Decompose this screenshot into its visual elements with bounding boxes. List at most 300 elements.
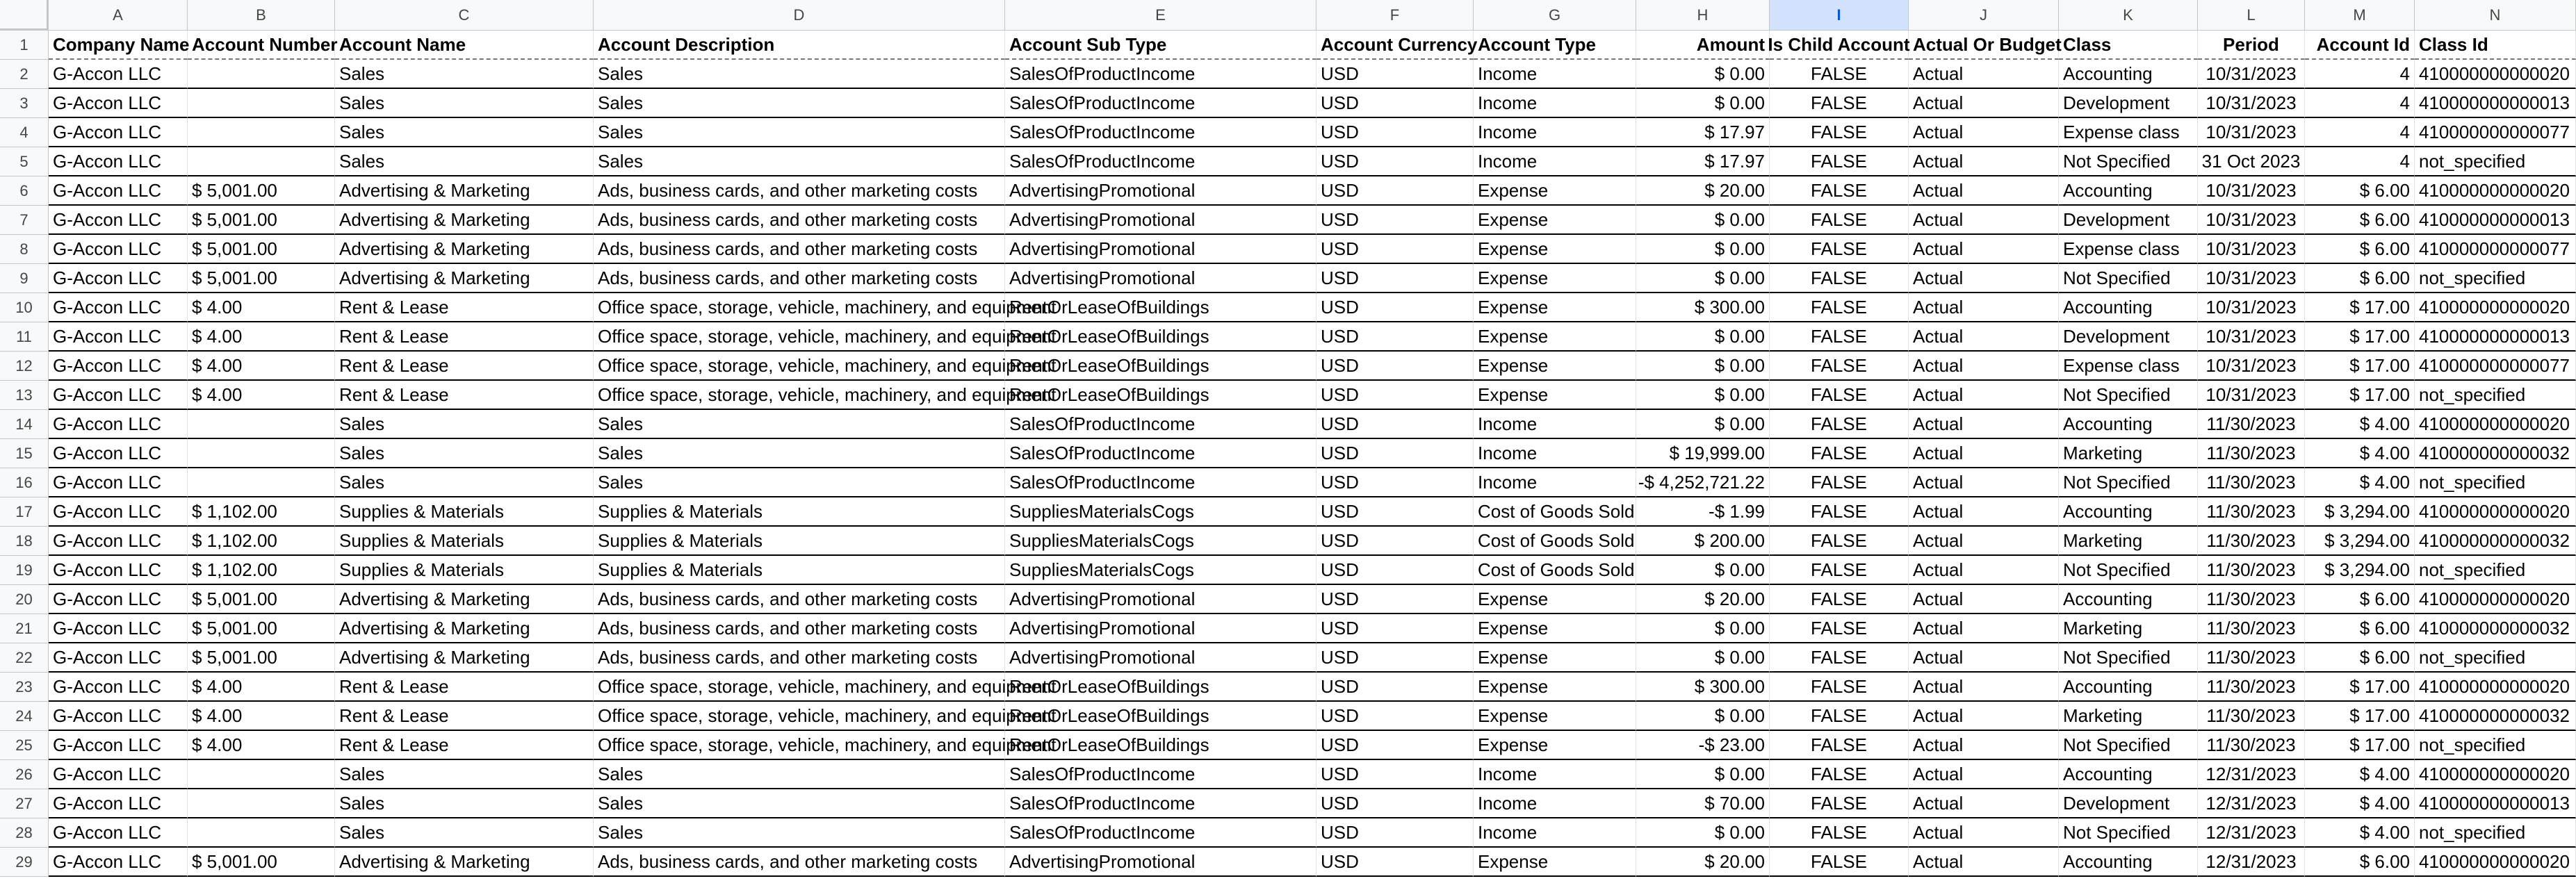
cell-class-id[interactable]: not_specified <box>2415 556 2576 585</box>
cell-account-currency[interactable]: USD <box>1316 264 1474 293</box>
cell-is-child-account[interactable]: FALSE <box>1770 352 1909 381</box>
cell-actual-or-budget[interactable]: Actual <box>1909 147 2059 176</box>
cell-company-name[interactable]: G-Accon LLC <box>49 381 188 410</box>
cell-period[interactable]: 11/30/2023 <box>2198 527 2305 556</box>
cell-period[interactable]: 10/31/2023 <box>2198 118 2305 147</box>
cell-account-type[interactable]: Expense <box>1474 673 1636 702</box>
cell-class[interactable]: Accounting <box>2059 410 2198 439</box>
cell-class[interactable]: Accounting <box>2059 176 2198 206</box>
cell-account-currency[interactable]: USD <box>1316 60 1474 89</box>
header-company-name[interactable]: Company Name <box>49 31 188 60</box>
cell-actual-or-budget[interactable]: Actual <box>1909 731 2059 760</box>
cell-amount[interactable]: $ 0.00 <box>1636 322 1770 352</box>
header-account-description[interactable]: Account Description <box>594 31 1005 60</box>
cell-period[interactable]: 12/31/2023 <box>2198 818 2305 848</box>
cell-class-id[interactable]: 410000000000020 <box>2415 497 2576 527</box>
cell-is-child-account[interactable]: FALSE <box>1770 89 1909 118</box>
column-header-a[interactable]: A <box>49 0 188 31</box>
cell-class[interactable]: Development <box>2059 206 2198 235</box>
cell-actual-or-budget[interactable]: Actual <box>1909 89 2059 118</box>
cell-is-child-account[interactable]: FALSE <box>1770 264 1909 293</box>
cell-account-description[interactable]: Ads, business cards, and other marketing costs <box>594 614 1005 643</box>
cell-class[interactable]: Accounting <box>2059 497 2198 527</box>
cell-class-id[interactable]: 410000000000020 <box>2415 293 2576 322</box>
cell-amount[interactable]: $ 0.00 <box>1636 818 1770 848</box>
cell-class-id[interactable]: 410000000000020 <box>2415 176 2576 206</box>
cell-account-id[interactable]: $ 3,294.00 <box>2305 556 2415 585</box>
cell-amount[interactable]: $ 0.00 <box>1636 352 1770 381</box>
cell-is-child-account[interactable]: FALSE <box>1770 643 1909 673</box>
cell-account-description[interactable]: Ads, business cards, and other marketing costs <box>594 206 1005 235</box>
cell-account-currency[interactable]: USD <box>1316 293 1474 322</box>
cell-amount[interactable]: -$ 4,252,721.22 <box>1636 468 1770 497</box>
row-header[interactable]: 4 <box>0 118 49 147</box>
row-header[interactable]: 18 <box>0 527 49 556</box>
cell-actual-or-budget[interactable]: Actual <box>1909 264 2059 293</box>
header-account-currency[interactable]: Account Currency <box>1316 31 1474 60</box>
cell-period[interactable]: 10/31/2023 <box>2198 322 2305 352</box>
cell-class[interactable]: Marketing <box>2059 702 2198 731</box>
cell-company-name[interactable]: G-Accon LLC <box>49 176 188 206</box>
cell-account-number[interactable]: $ 5,001.00 <box>188 643 335 673</box>
cell-company-name[interactable]: G-Accon LLC <box>49 235 188 264</box>
header-period[interactable]: Period <box>2198 31 2305 60</box>
cell-account-description[interactable]: Office space, storage, vehicle, machinery, and equipment <box>594 322 1005 352</box>
cell-account-name[interactable]: Advertising & Marketing <box>335 848 594 877</box>
row-header[interactable]: 15 <box>0 439 49 468</box>
cell-is-child-account[interactable]: FALSE <box>1770 468 1909 497</box>
cell-class-id[interactable]: 410000000000077 <box>2415 235 2576 264</box>
cell-period[interactable]: 10/31/2023 <box>2198 176 2305 206</box>
cell-account-id[interactable]: $ 4.00 <box>2305 789 2415 818</box>
cell-class[interactable]: Not Specified <box>2059 818 2198 848</box>
header-is-child-account[interactable]: Is Child Account <box>1770 31 1909 60</box>
cell-amount[interactable]: $ 0.00 <box>1636 264 1770 293</box>
cell-account-name[interactable]: Sales <box>335 439 594 468</box>
cell-amount[interactable]: $ 200.00 <box>1636 527 1770 556</box>
row-header[interactable]: 7 <box>0 206 49 235</box>
cell-amount[interactable]: $ 0.00 <box>1636 556 1770 585</box>
cell-class[interactable]: Not Specified <box>2059 731 2198 760</box>
cell-actual-or-budget[interactable]: Actual <box>1909 527 2059 556</box>
cell-account-id[interactable]: $ 17.00 <box>2305 381 2415 410</box>
cell-class[interactable]: Marketing <box>2059 527 2198 556</box>
cell-account-sub-type[interactable]: AdvertisingPromotional <box>1005 264 1316 293</box>
cell-company-name[interactable]: G-Accon LLC <box>49 293 188 322</box>
cell-class[interactable]: Expense class <box>2059 352 2198 381</box>
cell-amount[interactable]: -$ 1.99 <box>1636 497 1770 527</box>
cell-account-name[interactable]: Supplies & Materials <box>335 527 594 556</box>
cell-amount[interactable]: $ 0.00 <box>1636 614 1770 643</box>
cell-company-name[interactable]: G-Accon LLC <box>49 527 188 556</box>
cell-account-currency[interactable]: USD <box>1316 760 1474 789</box>
cell-account-description[interactable]: Office space, storage, vehicle, machinery, and equipment <box>594 702 1005 731</box>
cell-account-currency[interactable]: USD <box>1316 322 1474 352</box>
cell-account-description[interactable]: Sales <box>594 789 1005 818</box>
cell-class[interactable]: Accounting <box>2059 760 2198 789</box>
cell-class-id[interactable]: not_specified <box>2415 731 2576 760</box>
cell-account-number[interactable] <box>188 789 335 818</box>
cell-amount[interactable]: $ 0.00 <box>1636 60 1770 89</box>
cell-account-name[interactable]: Sales <box>335 789 594 818</box>
cell-account-currency[interactable]: USD <box>1316 497 1474 527</box>
cell-account-number[interactable]: $ 5,001.00 <box>188 264 335 293</box>
column-header-g[interactable]: G <box>1474 0 1636 31</box>
cell-account-sub-type[interactable]: AdvertisingPromotional <box>1005 643 1316 673</box>
row-header[interactable]: 10 <box>0 293 49 322</box>
cell-is-child-account[interactable]: FALSE <box>1770 381 1909 410</box>
cell-class[interactable]: Not Specified <box>2059 468 2198 497</box>
cell-company-name[interactable]: G-Accon LLC <box>49 60 188 89</box>
header-account-name[interactable]: Account Name <box>335 31 594 60</box>
cell-account-id[interactable]: $ 6.00 <box>2305 235 2415 264</box>
cell-company-name[interactable]: G-Accon LLC <box>49 585 188 614</box>
cell-account-sub-type[interactable]: RentOrLeaseOfBuildings <box>1005 352 1316 381</box>
cell-period[interactable]: 11/30/2023 <box>2198 556 2305 585</box>
cell-account-sub-type[interactable]: RentOrLeaseOfBuildings <box>1005 322 1316 352</box>
cell-class-id[interactable]: 410000000000032 <box>2415 527 2576 556</box>
cell-actual-or-budget[interactable]: Actual <box>1909 118 2059 147</box>
cell-account-currency[interactable]: USD <box>1316 643 1474 673</box>
cell-account-currency[interactable]: USD <box>1316 410 1474 439</box>
cell-actual-or-budget[interactable]: Actual <box>1909 614 2059 643</box>
select-all-corner[interactable] <box>0 0 49 31</box>
row-header[interactable]: 8 <box>0 235 49 264</box>
cell-account-number[interactable]: $ 4.00 <box>188 673 335 702</box>
cell-account-name[interactable]: Advertising & Marketing <box>335 264 594 293</box>
cell-actual-or-budget[interactable]: Actual <box>1909 60 2059 89</box>
cell-account-number[interactable] <box>188 89 335 118</box>
cell-account-description[interactable]: Office space, storage, vehicle, machinery, and equipment <box>594 293 1005 322</box>
cell-actual-or-budget[interactable]: Actual <box>1909 439 2059 468</box>
cell-is-child-account[interactable]: FALSE <box>1770 497 1909 527</box>
cell-account-name[interactable]: Sales <box>335 468 594 497</box>
cell-class[interactable]: Accounting <box>2059 673 2198 702</box>
cell-account-sub-type[interactable]: SalesOfProductIncome <box>1005 818 1316 848</box>
cell-account-number[interactable] <box>188 118 335 147</box>
cell-account-description[interactable]: Sales <box>594 818 1005 848</box>
cell-class-id[interactable]: not_specified <box>2415 643 2576 673</box>
cell-company-name[interactable]: G-Accon LLC <box>49 439 188 468</box>
cell-class[interactable]: Not Specified <box>2059 147 2198 176</box>
cell-account-description[interactable]: Ads, business cards, and other marketing costs <box>594 176 1005 206</box>
cell-is-child-account[interactable]: FALSE <box>1770 818 1909 848</box>
cell-period[interactable]: 10/31/2023 <box>2198 206 2305 235</box>
row-header[interactable]: 21 <box>0 614 49 643</box>
cell-period[interactable]: 10/31/2023 <box>2198 60 2305 89</box>
cell-account-type[interactable]: Expense <box>1474 206 1636 235</box>
cell-account-sub-type[interactable]: SalesOfProductIncome <box>1005 789 1316 818</box>
cell-account-number[interactable] <box>188 439 335 468</box>
cell-account-id[interactable]: $ 17.00 <box>2305 731 2415 760</box>
cell-account-number[interactable]: $ 4.00 <box>188 352 335 381</box>
cell-account-number[interactable]: $ 4.00 <box>188 293 335 322</box>
cell-class-id[interactable]: not_specified <box>2415 468 2576 497</box>
row-header[interactable]: 19 <box>0 556 49 585</box>
header-account-number[interactable]: Account Number <box>188 31 335 60</box>
cell-is-child-account[interactable]: FALSE <box>1770 439 1909 468</box>
cell-is-child-account[interactable]: FALSE <box>1770 848 1909 877</box>
cell-account-currency[interactable]: USD <box>1316 848 1474 877</box>
cell-account-sub-type[interactable]: AdvertisingPromotional <box>1005 585 1316 614</box>
cell-account-currency[interactable]: USD <box>1316 731 1474 760</box>
cell-account-type[interactable]: Income <box>1474 89 1636 118</box>
cell-amount[interactable]: $ 19,999.00 <box>1636 439 1770 468</box>
cell-actual-or-budget[interactable]: Actual <box>1909 322 2059 352</box>
header-account-sub-type[interactable]: Account Sub Type <box>1005 31 1316 60</box>
cell-account-sub-type[interactable]: SalesOfProductIncome <box>1005 439 1316 468</box>
cell-account-type[interactable]: Expense <box>1474 585 1636 614</box>
cell-company-name[interactable]: G-Accon LLC <box>49 643 188 673</box>
cell-is-child-account[interactable]: FALSE <box>1770 760 1909 789</box>
cell-account-description[interactable]: Sales <box>594 439 1005 468</box>
cell-actual-or-budget[interactable]: Actual <box>1909 760 2059 789</box>
cell-amount[interactable]: $ 0.00 <box>1636 206 1770 235</box>
cell-account-description[interactable]: Ads, business cards, and other marketing costs <box>594 235 1005 264</box>
cell-account-id[interactable]: $ 17.00 <box>2305 352 2415 381</box>
cell-account-type[interactable]: Expense <box>1474 702 1636 731</box>
cell-amount[interactable]: $ 300.00 <box>1636 673 1770 702</box>
cell-is-child-account[interactable]: FALSE <box>1770 614 1909 643</box>
cell-is-child-account[interactable]: FALSE <box>1770 585 1909 614</box>
cell-account-number[interactable] <box>188 147 335 176</box>
cell-account-sub-type[interactable]: RentOrLeaseOfBuildings <box>1005 673 1316 702</box>
cell-account-currency[interactable]: USD <box>1316 468 1474 497</box>
cell-class[interactable]: Accounting <box>2059 848 2198 877</box>
cell-account-name[interactable]: Sales <box>335 760 594 789</box>
cell-account-currency[interactable]: USD <box>1316 673 1474 702</box>
cell-actual-or-budget[interactable]: Actual <box>1909 818 2059 848</box>
cell-class[interactable]: Development <box>2059 89 2198 118</box>
cell-actual-or-budget[interactable]: Actual <box>1909 556 2059 585</box>
cell-class-id[interactable]: 410000000000020 <box>2415 585 2576 614</box>
cell-is-child-account[interactable]: FALSE <box>1770 322 1909 352</box>
row-header[interactable]: 16 <box>0 468 49 497</box>
row-header[interactable]: 9 <box>0 264 49 293</box>
cell-account-type[interactable]: Expense <box>1474 264 1636 293</box>
cell-account-currency[interactable]: USD <box>1316 789 1474 818</box>
cell-account-currency[interactable]: USD <box>1316 89 1474 118</box>
cell-account-sub-type[interactable]: SuppliesMaterialsCogs <box>1005 556 1316 585</box>
cell-company-name[interactable]: G-Accon LLC <box>49 264 188 293</box>
cell-account-sub-type[interactable]: RentOrLeaseOfBuildings <box>1005 381 1316 410</box>
cell-account-sub-type[interactable]: SalesOfProductIncome <box>1005 89 1316 118</box>
cell-account-name[interactable]: Sales <box>335 818 594 848</box>
cell-account-sub-type[interactable]: SalesOfProductIncome <box>1005 760 1316 789</box>
row-header[interactable]: 14 <box>0 410 49 439</box>
cell-account-number[interactable]: $ 5,001.00 <box>188 848 335 877</box>
cell-account-type[interactable]: Expense <box>1474 352 1636 381</box>
cell-company-name[interactable]: G-Accon LLC <box>49 760 188 789</box>
row-header[interactable]: 12 <box>0 352 49 381</box>
cell-account-currency[interactable]: USD <box>1316 118 1474 147</box>
row-header[interactable]: 13 <box>0 381 49 410</box>
cell-actual-or-budget[interactable]: Actual <box>1909 381 2059 410</box>
cell-account-description[interactable]: Sales <box>594 760 1005 789</box>
cell-account-sub-type[interactable]: SuppliesMaterialsCogs <box>1005 527 1316 556</box>
cell-account-id[interactable]: $ 4.00 <box>2305 410 2415 439</box>
cell-account-sub-type[interactable]: RentOrLeaseOfBuildings <box>1005 731 1316 760</box>
cell-account-description[interactable]: Ads, business cards, and other marketing costs <box>594 264 1005 293</box>
cell-account-type[interactable]: Expense <box>1474 322 1636 352</box>
cell-account-type[interactable]: Expense <box>1474 643 1636 673</box>
cell-account-id[interactable]: $ 17.00 <box>2305 322 2415 352</box>
cell-period[interactable]: 11/30/2023 <box>2198 468 2305 497</box>
cell-account-number[interactable] <box>188 410 335 439</box>
cell-company-name[interactable]: G-Accon LLC <box>49 556 188 585</box>
cell-account-type[interactable]: Expense <box>1474 176 1636 206</box>
cell-account-name[interactable]: Advertising & Marketing <box>335 176 594 206</box>
cell-account-sub-type[interactable]: SalesOfProductIncome <box>1005 410 1316 439</box>
cell-account-number[interactable]: $ 5,001.00 <box>188 206 335 235</box>
cell-account-sub-type[interactable]: AdvertisingPromotional <box>1005 614 1316 643</box>
cell-actual-or-budget[interactable]: Actual <box>1909 585 2059 614</box>
cell-account-name[interactable]: Sales <box>335 89 594 118</box>
cell-amount[interactable]: $ 0.00 <box>1636 381 1770 410</box>
cell-amount[interactable]: $ 17.97 <box>1636 118 1770 147</box>
cell-amount[interactable]: -$ 23.00 <box>1636 731 1770 760</box>
cell-amount[interactable]: $ 20.00 <box>1636 848 1770 877</box>
column-header-c[interactable]: C <box>335 0 594 31</box>
cell-company-name[interactable]: G-Accon LLC <box>49 702 188 731</box>
cell-is-child-account[interactable]: FALSE <box>1770 410 1909 439</box>
cell-account-number[interactable]: $ 1,102.00 <box>188 497 335 527</box>
cell-class-id[interactable]: 410000000000032 <box>2415 702 2576 731</box>
cell-account-id[interactable]: $ 4.00 <box>2305 760 2415 789</box>
cell-class[interactable]: Marketing <box>2059 614 2198 643</box>
row-header[interactable]: 2 <box>0 60 49 89</box>
cell-amount[interactable]: $ 70.00 <box>1636 789 1770 818</box>
cell-class-id[interactable]: not_specified <box>2415 381 2576 410</box>
row-header[interactable]: 17 <box>0 497 49 527</box>
column-header-j[interactable]: J <box>1909 0 2059 31</box>
cell-account-number[interactable] <box>188 468 335 497</box>
cell-class-id[interactable]: not_specified <box>2415 147 2576 176</box>
cell-account-currency[interactable]: USD <box>1316 614 1474 643</box>
cell-account-id[interactable]: $ 6.00 <box>2305 264 2415 293</box>
header-class[interactable]: Class <box>2059 31 2198 60</box>
cell-account-number[interactable]: $ 1,102.00 <box>188 527 335 556</box>
cell-period[interactable]: 10/31/2023 <box>2198 352 2305 381</box>
cell-company-name[interactable]: G-Accon LLC <box>49 468 188 497</box>
cell-account-currency[interactable]: USD <box>1316 527 1474 556</box>
cell-is-child-account[interactable]: FALSE <box>1770 60 1909 89</box>
cell-account-id[interactable]: 4 <box>2305 89 2415 118</box>
cell-class[interactable]: Development <box>2059 789 2198 818</box>
cell-account-type[interactable]: Income <box>1474 468 1636 497</box>
cell-is-child-account[interactable]: FALSE <box>1770 673 1909 702</box>
cell-is-child-account[interactable]: FALSE <box>1770 176 1909 206</box>
cell-company-name[interactable]: G-Accon LLC <box>49 731 188 760</box>
cell-account-type[interactable]: Income <box>1474 60 1636 89</box>
cell-account-currency[interactable]: USD <box>1316 352 1474 381</box>
cell-account-type[interactable]: Expense <box>1474 731 1636 760</box>
cell-amount[interactable]: $ 20.00 <box>1636 176 1770 206</box>
cell-account-description[interactable]: Sales <box>594 147 1005 176</box>
cell-account-name[interactable]: Sales <box>335 147 594 176</box>
cell-account-description[interactable]: Sales <box>594 89 1005 118</box>
cell-account-id[interactable]: 4 <box>2305 118 2415 147</box>
column-header-n[interactable]: N <box>2415 0 2576 31</box>
header-amount[interactable]: Amount <box>1636 31 1770 60</box>
cell-actual-or-budget[interactable]: Actual <box>1909 176 2059 206</box>
cell-account-name[interactable]: Advertising & Marketing <box>335 614 594 643</box>
column-header-f[interactable]: F <box>1316 0 1474 31</box>
cell-period[interactable]: 12/31/2023 <box>2198 848 2305 877</box>
cell-account-sub-type[interactable]: AdvertisingPromotional <box>1005 176 1316 206</box>
cell-account-currency[interactable]: USD <box>1316 818 1474 848</box>
cell-class-id[interactable]: 410000000000077 <box>2415 352 2576 381</box>
cell-company-name[interactable]: G-Accon LLC <box>49 322 188 352</box>
cell-amount[interactable]: $ 0.00 <box>1636 410 1770 439</box>
cell-class[interactable]: Not Specified <box>2059 381 2198 410</box>
cell-account-description[interactable]: Office space, storage, vehicle, machinery, and equipment <box>594 352 1005 381</box>
row-header[interactable]: 29 <box>0 848 49 877</box>
cell-class-id[interactable]: 410000000000020 <box>2415 60 2576 89</box>
column-header-m[interactable]: M <box>2305 0 2415 31</box>
cell-account-type[interactable]: Expense <box>1474 848 1636 877</box>
cell-account-name[interactable]: Advertising & Marketing <box>335 235 594 264</box>
cell-account-description[interactable]: Ads, business cards, and other marketing costs <box>594 848 1005 877</box>
cell-account-description[interactable]: Office space, storage, vehicle, machinery, and equipment <box>594 731 1005 760</box>
cell-period[interactable]: 10/31/2023 <box>2198 89 2305 118</box>
column-header-e[interactable]: E <box>1005 0 1316 31</box>
cell-account-number[interactable] <box>188 818 335 848</box>
cell-company-name[interactable]: G-Accon LLC <box>49 673 188 702</box>
cell-account-description[interactable]: Ads, business cards, and other marketing costs <box>594 643 1005 673</box>
cell-account-id[interactable]: $ 6.00 <box>2305 848 2415 877</box>
cell-account-type[interactable]: Income <box>1474 410 1636 439</box>
cell-account-description[interactable]: Office space, storage, vehicle, machinery, and equipment <box>594 673 1005 702</box>
cell-account-type[interactable]: Income <box>1474 760 1636 789</box>
cell-class[interactable]: Expense class <box>2059 118 2198 147</box>
cell-actual-or-budget[interactable]: Actual <box>1909 497 2059 527</box>
cell-class[interactable]: Accounting <box>2059 585 2198 614</box>
column-header-d[interactable]: D <box>594 0 1005 31</box>
cell-actual-or-budget[interactable]: Actual <box>1909 206 2059 235</box>
cell-account-currency[interactable]: USD <box>1316 702 1474 731</box>
cell-account-name[interactable]: Rent & Lease <box>335 293 594 322</box>
cell-account-sub-type[interactable]: RentOrLeaseOfBuildings <box>1005 702 1316 731</box>
cell-account-sub-type[interactable]: AdvertisingPromotional <box>1005 235 1316 264</box>
cell-period[interactable]: 11/30/2023 <box>2198 614 2305 643</box>
cell-account-id[interactable]: $ 6.00 <box>2305 206 2415 235</box>
cell-company-name[interactable]: G-Accon LLC <box>49 118 188 147</box>
cell-company-name[interactable]: G-Accon LLC <box>49 410 188 439</box>
cell-period[interactable]: 11/30/2023 <box>2198 643 2305 673</box>
cell-class[interactable]: Development <box>2059 322 2198 352</box>
cell-is-child-account[interactable]: FALSE <box>1770 293 1909 322</box>
row-header[interactable]: 28 <box>0 818 49 848</box>
row-header[interactable]: 11 <box>0 322 49 352</box>
cell-actual-or-budget[interactable]: Actual <box>1909 848 2059 877</box>
row-header[interactable]: 1 <box>0 31 49 60</box>
cell-actual-or-budget[interactable]: Actual <box>1909 235 2059 264</box>
cell-actual-or-budget[interactable]: Actual <box>1909 643 2059 673</box>
cell-class-id[interactable]: 410000000000013 <box>2415 789 2576 818</box>
cell-account-name[interactable]: Advertising & Marketing <box>335 206 594 235</box>
cell-account-name[interactable]: Sales <box>335 118 594 147</box>
cell-is-child-account[interactable]: FALSE <box>1770 527 1909 556</box>
cell-account-id[interactable]: $ 6.00 <box>2305 176 2415 206</box>
cell-account-sub-type[interactable]: SuppliesMaterialsCogs <box>1005 497 1316 527</box>
cell-account-number[interactable]: $ 4.00 <box>188 322 335 352</box>
cell-company-name[interactable]: G-Accon LLC <box>49 206 188 235</box>
cell-account-id[interactable]: $ 3,294.00 <box>2305 527 2415 556</box>
cell-class[interactable]: Marketing <box>2059 439 2198 468</box>
cell-account-currency[interactable]: USD <box>1316 381 1474 410</box>
cell-is-child-account[interactable]: FALSE <box>1770 147 1909 176</box>
